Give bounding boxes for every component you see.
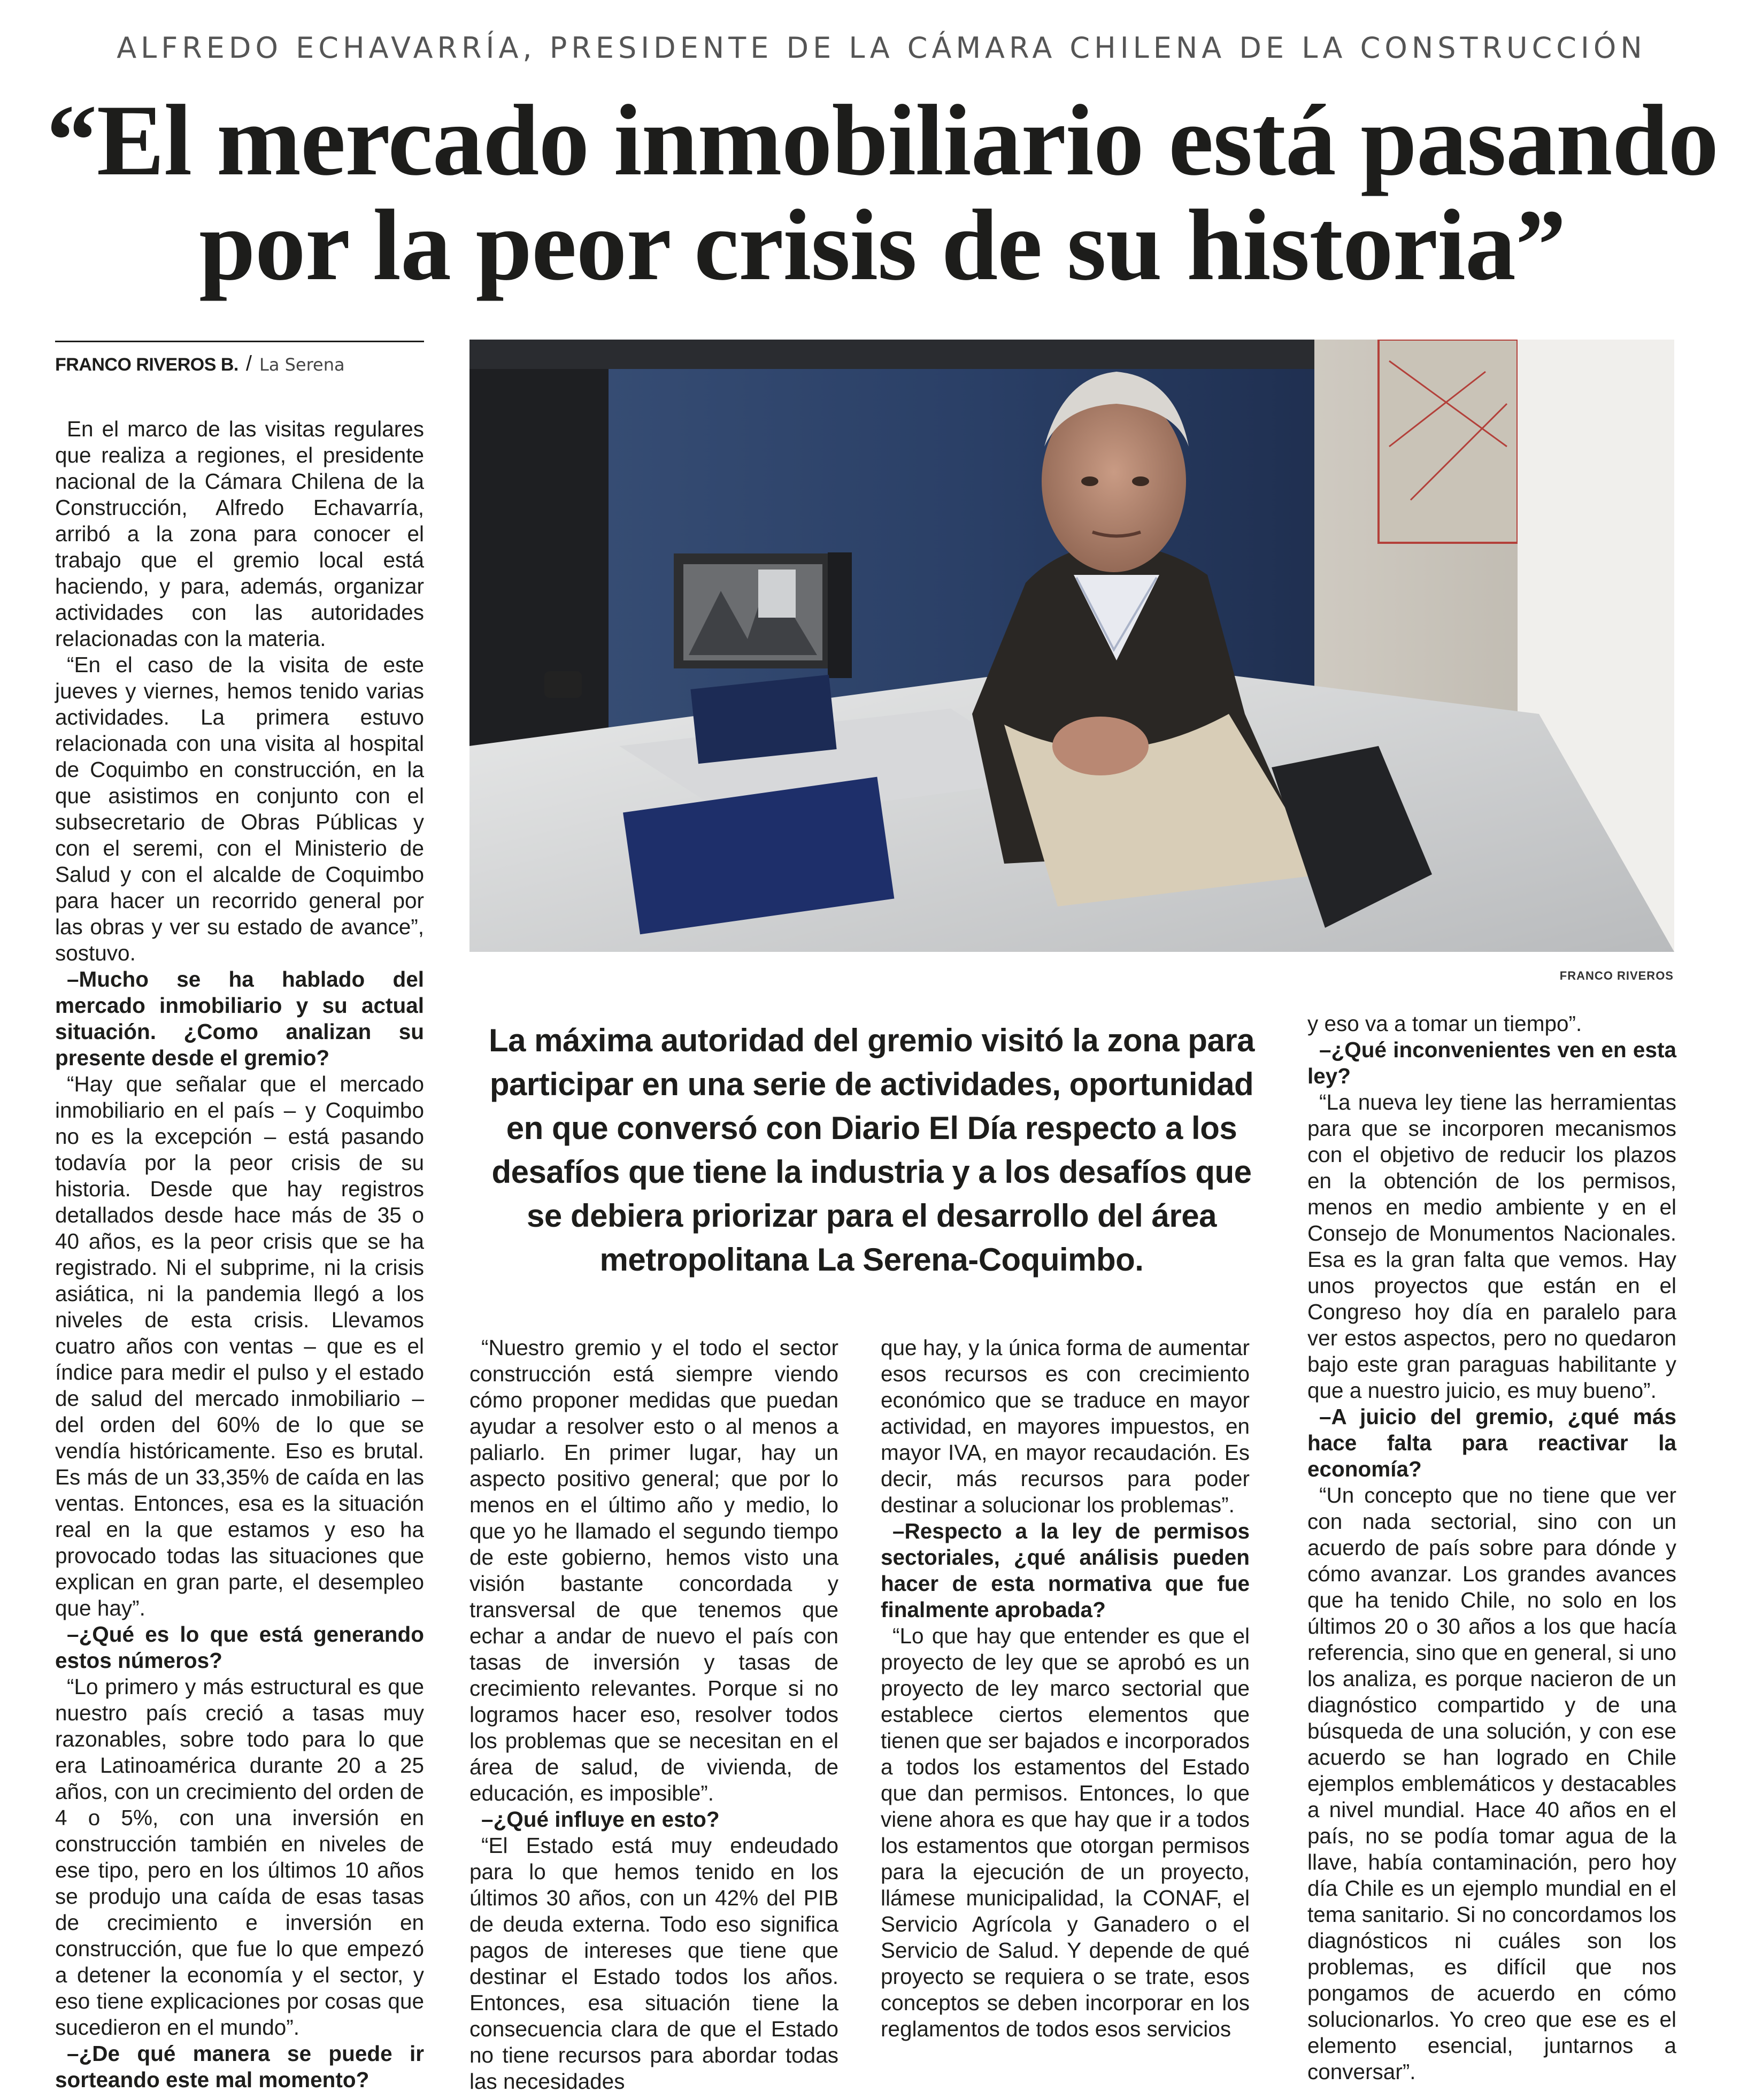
photo-credit: FRANCO RIVEROS — [1559, 969, 1674, 982]
article-headline: “El mercado inmobiliario está pasando por la peor crisis de su historia” — [46, 84, 1719, 302]
byline — [55, 341, 424, 374]
body-paragraph: que hay, y la única forma de aumentar esos recursos es con crecimiento económico que se traduce en mayor actividad, en mayores impuestos, en mayor IVA, en mayor recaudación. Es decir, más recursos para poder destinar a solucionar los problemas”. — [881, 1335, 1250, 1517]
body-paragraph: En el marco de las visitas regulares que realiza a regiones, el presidente nacional de la Cámara Chilena de la Construcción, Alfredo Echavarría, arribó a la zona para conocer el trabajo que el gremio local está haciendo, y para, además, organizar actividades con las autoridades relacionadas con la materia. — [55, 417, 424, 651]
article-kicker: ALFREDO ECHAVARRÍA, PRESIDENTE DE LA CÁMARA CHILENA DE LA CONSTRUCCIÓN — [117, 31, 1646, 65]
body-column-1 — [55, 416, 424, 2093]
body-paragraph: “Hay que señalar que el mercado inmobiliario en el país – y Coquimbo no es la excepción – está pasando todavía por la peor crisis de su historia. Desde que hay registros detallados desde hace más de 35 o 40 años, es la peor crisis que se ha registrado. Ni el subprime, ni la crisis asiática, ni la pandemia llegó a los niveles de esta crisis. Llevamos cuatro años con ventas – que es el índice para medir el pulso y el estado de salud del mercado inmobiliario – del orden del 60% de lo que se vendía históricamente. Eso es brutal. Es más de un 33,35% de caída en las ventas. Entonces, esa es la situación real en la que estamos y eso ha provocado todas las situaciones que explican en gran parte, el desempleo que hay”. — [55, 1072, 424, 1620]
body-column-3 — [881, 1335, 1250, 2042]
interview-question: –A juicio del gremio, ¿qué más hace falta para reactivar la economía? — [1307, 1404, 1676, 1481]
body-paragraph: “Lo primero y más estructural es que nuestro país creció a tasas muy razonables, sobre todo para lo que era Latinoamérica durante 20 a 25 años, con un crecimiento del orden de 4 o 5%, con una inversión en construcción también en niveles de ese tipo, pero en los últimos 10 años se produjo una caída de esas tasas de crecimiento e inversión en construcción, que fue lo que empezó a detener la economía y el sector, y eso tiene explicaciones por cosas que sucedieron en el mundo”. — [55, 1674, 424, 2040]
byline-location: La Serena — [259, 355, 345, 375]
portrait-photo-illustration — [469, 340, 1674, 952]
body-column-4 — [1307, 1011, 1676, 2085]
body-paragraph: “Lo que hay que entender es que el proyecto de ley que se aprobó es un proyecto de ley marco sectorial que establece ciertos elementos que tienen que ser bajados e incorporados a todos los estamentos del Estado que dan permisos. Entonces, lo que viene ahora es que hay que ir a todos los estamentos que otorgan permisos para la ejecución de un proyecto, llámese municipalidad, la CONAF, el Servicio Agrícola y Ganadero o el Servicio de Salud. Y depende de qué proyecto se requiera o se trate, esos conceptos se deben incorporar en los reglamentos de todos esos servicios — [881, 1624, 1250, 2041]
body-paragraph: “Un concepto que no tiene que ver con nada sectorial, sino con un acuerdo de país sobre para dónde y cómo avanzar. Los grandes avances que ha tenido Chile, no solo en los últimos 20 o 30 años a los que hacía referencia, sino que en general, si uno los analiza, es porque nacieron de un diagnóstico compartido y de una búsqueda de una solución, y con ese acuerdo se han logrado en Chile ejemplos emblemáticos y destacables a nivel mundial. Hace 40 años en el país, no se podía tomar agua de la llave, había contaminación, pero hoy día Chile es un ejemplo mundial en el tema sanitario. Si no concordamos los diagnósticos ni cuáles son los problemas, es difícil que nos pongamos de acuerdo en cómo solucionarlos. Yo creo que ese es el elemento esencial, juntarnos a conversar”. — [1307, 1483, 1676, 2084]
byline-divider: / — [245, 352, 252, 375]
body-paragraph: “Nuestro gremio y el todo el sector construcción está siempre viendo cómo proponer medidas que puedan ayudar a resolver esto o al menos a paliarlo. En primer lugar, hay un aspecto positivo general; que por lo menos en el último año y medio, lo que yo he llamado el segundo tiempo de este gobierno, hemos visto una visión bastante concordada y transversal de que tenemos que echar a andar de nuevo el país con tasas de inversión y tasas de crecimiento relevantes. Porque si no logramos hacer eso, resolver todos los problemas que se necesitan en el área de salud, de vivienda, de educación, es imposible”. — [469, 1335, 838, 1805]
interview-question: –Respecto a la ley de permisos sectoriales, ¿qué análisis pueden hacer de esta normativa que fue finalmente aprobada? — [881, 1519, 1250, 1622]
body-paragraph: “En el caso de la visita de este jueves y viernes, hemos tenido varias actividades. La primera estuvo relacionada con una visita al hospital de Coquimbo en construcción, en la que asistimos en conjunto con el subsecretario de Obras Públicas y con el seremi, con el Ministerio de Salud y con el alcalde de Coquimbo para hacer un recorrido general por las obras y ver su estado de avance”, sostuvo. — [55, 652, 424, 965]
interview-question: –¿De qué manera se puede ir sorteando este mal momento? — [55, 2041, 424, 2092]
interview-question: –¿Qué es lo que está generando estos números? — [55, 1622, 424, 1673]
interview-question: –Mucho se ha hablado del mercado inmobiliario y su actual situación. ¿Como analizan su presente desde el gremio? — [55, 967, 424, 1070]
byline-author: FRANCO RIVEROS B. — [55, 355, 238, 375]
interview-question: –¿Qué influye en esto? — [481, 1807, 720, 1832]
body-paragraph: “El Estado está muy endeudado para lo que hemos tenido en los últimos 30 años, con un 42% del PIB de deuda externa. Todo eso significa pagos de intereses que tiene que destinar el Estado todos los años. Entonces, esa situación tiene la consecuencia clara de que el Estado no tiene recursos para abordar todas las necesidades — [469, 1833, 838, 2094]
interview-question: –¿Qué inconvenientes ven en esta ley? — [1307, 1037, 1676, 1088]
body-paragraph: y eso va a tomar un tiempo”. — [1307, 1011, 1582, 1036]
body-column-2 — [469, 1335, 838, 2095]
article-lead: La máxima autoridad del gremio visitó la zona para participar en una serie de actividades, oportunidad en que conversó con Diario El Día respecto a los desafíos que tiene la industria y a los desafíos que se debiera priorizar para el desarrollo del área metropolitana La Serena-Coquimbo. — [488, 1022, 1255, 1278]
body-paragraph: “La nueva ley tiene las herramientas para que se incorporen mecanismos con el objetivo de reducir los plazos en la obtención de los permisos, menos en medio ambiente y en el Consejo de Monumentos Nacionales. Esa es la gran falta que vemos. Hay unos proyectos que están en el Congreso hoy día en paralelo para ver estos aspectos, pero no quedaron bajo este gran paraguas habilitante y que a nuestro juicio, es muy bueno”. — [1307, 1090, 1676, 1403]
article-photo — [469, 340, 1674, 952]
